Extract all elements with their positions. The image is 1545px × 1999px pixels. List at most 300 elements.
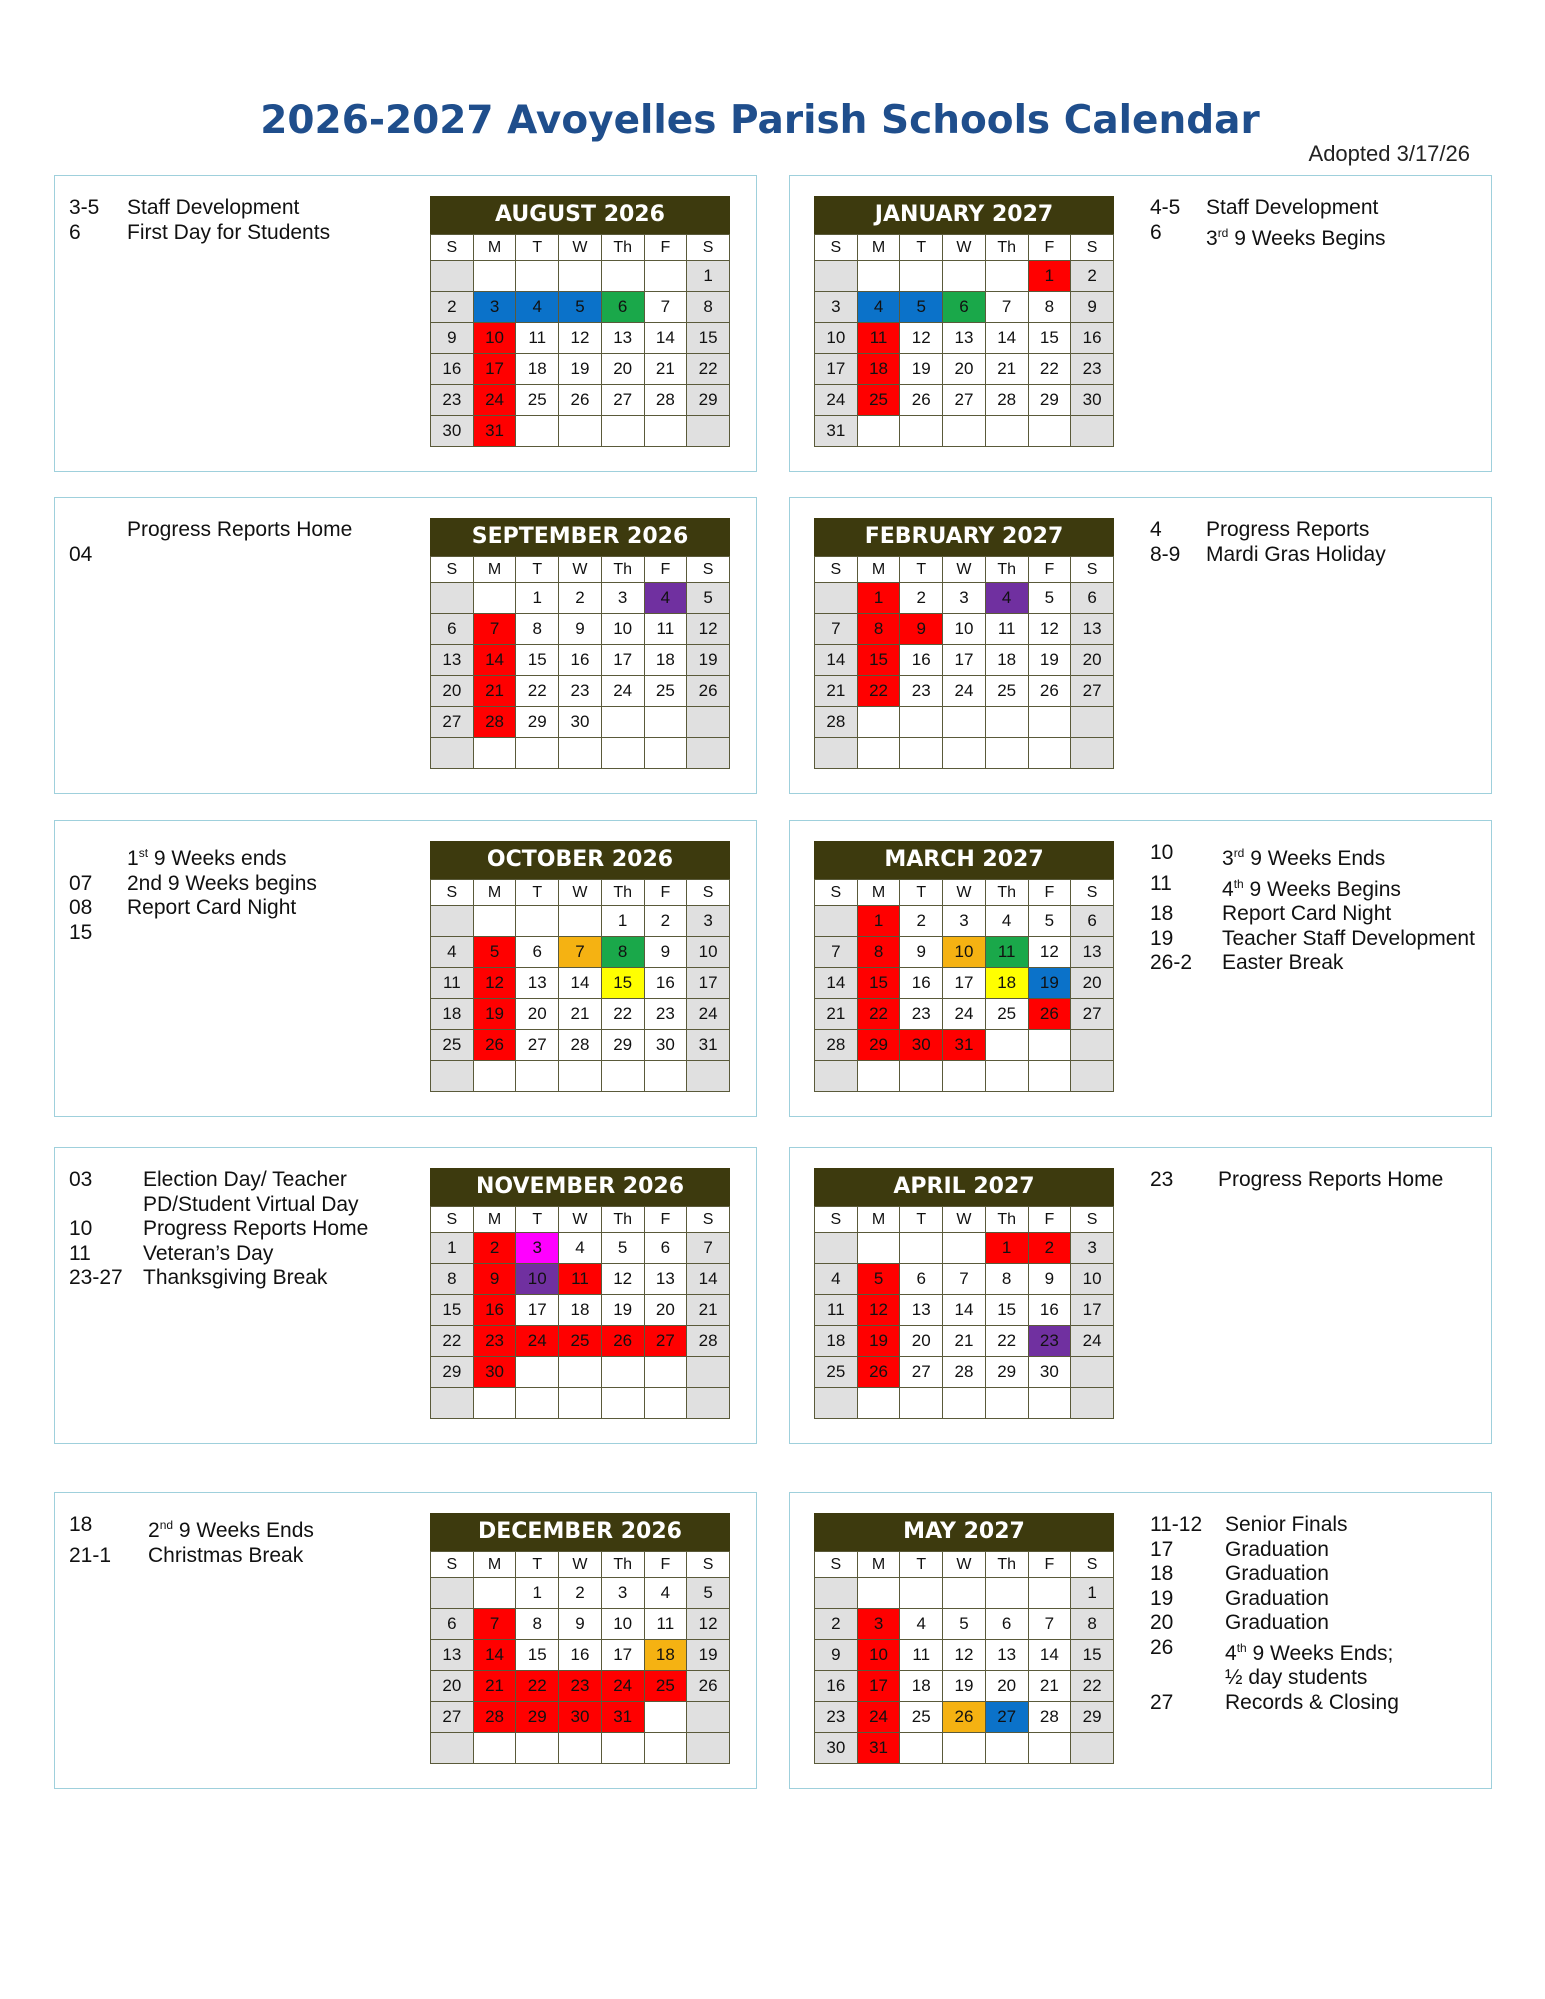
note-date: 23-27 — [69, 1266, 123, 1289]
day-cell: 24 — [1071, 1326, 1114, 1357]
weekday-label: W — [559, 1552, 602, 1578]
day-cell — [559, 1357, 602, 1388]
day-cell: 18 — [815, 1326, 858, 1357]
day-cell — [815, 1388, 858, 1419]
day-cell — [943, 738, 986, 769]
day-cell: 15 — [687, 323, 730, 354]
day-cell — [559, 1388, 602, 1419]
day-cell — [431, 1061, 474, 1092]
day-cell — [900, 707, 943, 738]
day-cell: 13 — [1071, 614, 1114, 645]
day-cell — [1028, 1578, 1071, 1609]
month-panel — [54, 1147, 757, 1444]
day-cell: 31 — [687, 1030, 730, 1061]
day-cell: 2 — [431, 292, 474, 323]
day-cell: 29 — [1028, 385, 1071, 416]
weekday-label: S — [1071, 235, 1114, 261]
note-text: Thanksgiving Break — [143, 1266, 328, 1289]
day-cell: 7 — [985, 292, 1028, 323]
day-cell: 6 — [431, 1609, 474, 1640]
day-cell: 23 — [1071, 354, 1114, 385]
day-cell: 23 — [431, 385, 474, 416]
day-cell: 21 — [985, 354, 1028, 385]
day-cell: 25 — [985, 999, 1028, 1030]
day-cell: 1 — [1071, 1578, 1114, 1609]
day-cell: 29 — [687, 385, 730, 416]
day-cell: 6 — [516, 937, 559, 968]
weekday-label: F — [1028, 235, 1071, 261]
day-cell — [857, 1388, 900, 1419]
note-row — [69, 196, 330, 221]
weekday-label: M — [857, 880, 900, 906]
day-cell: 14 — [943, 1295, 986, 1326]
day-cell: 3 — [1071, 1233, 1114, 1264]
weekday-label: S — [431, 557, 474, 583]
day-cell — [857, 738, 900, 769]
note-text: PD/Student Virtual Day — [143, 1192, 359, 1216]
weekday-label: T — [900, 557, 943, 583]
day-cell: 8 — [516, 614, 559, 645]
weekday-label: M — [473, 557, 516, 583]
day-cell — [473, 261, 516, 292]
month-notes — [69, 196, 330, 245]
day-cell: 19 — [687, 645, 730, 676]
day-cell — [516, 1388, 559, 1419]
day-cell: 28 — [815, 707, 858, 738]
note-date: 20 — [1150, 1611, 1174, 1634]
weekday-label: Th — [601, 1552, 644, 1578]
day-cell — [601, 738, 644, 769]
day-cell — [900, 1733, 943, 1764]
day-cell — [687, 707, 730, 738]
day-cell: 14 — [985, 323, 1028, 354]
weekday-label: S — [431, 1552, 474, 1578]
day-cell: 1 — [516, 1578, 559, 1609]
day-cell: 3 — [601, 583, 644, 614]
note-date: 08 — [69, 896, 93, 919]
day-cell: 22 — [431, 1326, 474, 1357]
day-cell: 26 — [687, 1671, 730, 1702]
day-cell: 16 — [815, 1671, 858, 1702]
day-cell: 12 — [687, 1609, 730, 1640]
note-text: Teacher Staff Development — [1222, 926, 1475, 950]
note-row — [1150, 841, 1475, 872]
day-cell: 11 — [857, 323, 900, 354]
note-text: Records & Closing — [1225, 1690, 1399, 1714]
day-cell: 10 — [943, 614, 986, 645]
day-cell: 5 — [601, 1233, 644, 1264]
day-cell: 3 — [601, 1578, 644, 1609]
note-row — [69, 872, 317, 897]
day-cell: 6 — [1071, 906, 1114, 937]
day-cell — [473, 1061, 516, 1092]
day-cell: 7 — [473, 1609, 516, 1640]
day-cell — [815, 738, 858, 769]
month-header: OCTOBER 2026 — [430, 841, 730, 879]
day-cell: 22 — [985, 1326, 1028, 1357]
day-cell — [687, 738, 730, 769]
day-cell: 12 — [559, 323, 602, 354]
day-cell — [815, 1578, 858, 1609]
note-row — [69, 1544, 314, 1569]
day-cell: 25 — [431, 1030, 474, 1061]
day-cell: 13 — [431, 1640, 474, 1671]
day-cell — [900, 1578, 943, 1609]
weekday-label: F — [1028, 880, 1071, 906]
day-cell — [943, 1733, 986, 1764]
day-cell — [559, 261, 602, 292]
day-cell — [943, 1578, 986, 1609]
weekday-label: M — [473, 1207, 516, 1233]
month-notes — [1150, 518, 1386, 567]
day-cell — [516, 261, 559, 292]
day-cell: 10 — [687, 937, 730, 968]
weekday-label: S — [687, 235, 730, 261]
note-text: Progress Reports Home — [143, 1217, 369, 1240]
month-header: NOVEMBER 2026 — [430, 1168, 730, 1206]
day-cell: 12 — [900, 323, 943, 354]
day-cell: 22 — [1028, 354, 1071, 385]
day-cell: 6 — [644, 1233, 687, 1264]
day-cell: 28 — [815, 1030, 858, 1061]
day-cell — [943, 261, 986, 292]
note-date: 10 — [1150, 841, 1174, 864]
day-cell: 5 — [559, 292, 602, 323]
weekday-label: W — [943, 1552, 986, 1578]
weekday-label: M — [857, 557, 900, 583]
day-cell: 5 — [857, 1264, 900, 1295]
day-cell: 22 — [857, 999, 900, 1030]
day-cell — [644, 416, 687, 447]
day-cell — [687, 1061, 730, 1092]
day-cell: 22 — [857, 676, 900, 707]
note-date: 17 — [1150, 1537, 1174, 1561]
day-cell: 4 — [559, 1233, 602, 1264]
day-cell: 21 — [559, 999, 602, 1030]
day-cell: 15 — [431, 1295, 474, 1326]
day-cell: 17 — [943, 645, 986, 676]
day-cell — [687, 1388, 730, 1419]
note-date: 15 — [69, 920, 93, 944]
day-cell: 15 — [857, 645, 900, 676]
day-cell — [857, 1061, 900, 1092]
month-calendar — [430, 841, 730, 1092]
day-cell: 7 — [687, 1233, 730, 1264]
month-header: DECEMBER 2026 — [430, 1513, 730, 1551]
day-cell: 21 — [687, 1295, 730, 1326]
day-cell: 11 — [815, 1295, 858, 1326]
day-cell: 12 — [943, 1640, 986, 1671]
day-cell — [644, 261, 687, 292]
day-cell: 14 — [473, 1640, 516, 1671]
adopted-date: Adopted 3/17/26 — [1308, 141, 1470, 166]
day-cell: 16 — [1028, 1295, 1071, 1326]
day-cell — [431, 583, 474, 614]
day-cell: 13 — [985, 1640, 1028, 1671]
day-cell: 17 — [815, 354, 858, 385]
month-panel — [789, 1147, 1492, 1444]
day-cell: 11 — [644, 1609, 687, 1640]
day-cell — [1071, 1733, 1114, 1764]
day-cell — [857, 1233, 900, 1264]
note-date: 19 — [1150, 926, 1174, 950]
note-date: 6 — [1150, 220, 1162, 244]
day-cell: 19 — [473, 999, 516, 1030]
month-notes — [1150, 841, 1475, 976]
day-cell: 17 — [943, 968, 986, 999]
day-cell — [1071, 1030, 1114, 1061]
day-cell — [431, 1578, 474, 1609]
weekday-label: S — [687, 557, 730, 583]
day-cell: 14 — [559, 968, 602, 999]
weekday-label: S — [1071, 1552, 1114, 1578]
weekday-label: S — [1071, 880, 1114, 906]
day-cell: 25 — [644, 676, 687, 707]
day-cell — [559, 906, 602, 937]
day-cell — [601, 1357, 644, 1388]
day-cell — [687, 1733, 730, 1764]
weekday-label: S — [815, 1207, 858, 1233]
day-cell: 9 — [559, 614, 602, 645]
note-date: 18 — [1150, 902, 1174, 925]
day-cell — [644, 1357, 687, 1388]
weekday-label: M — [473, 235, 516, 261]
note-row — [1150, 1513, 1399, 1538]
day-cell: 8 — [1071, 1609, 1114, 1640]
day-cell — [431, 906, 474, 937]
weekday-label: S — [815, 235, 858, 261]
day-cell: 28 — [687, 1326, 730, 1357]
day-cell: 2 — [559, 583, 602, 614]
day-cell: 8 — [857, 937, 900, 968]
note-text: Mardi Gras Holiday — [1206, 542, 1386, 566]
day-cell: 26 — [1028, 676, 1071, 707]
day-cell: 24 — [473, 385, 516, 416]
day-cell — [473, 1733, 516, 1764]
day-cell: 26 — [857, 1357, 900, 1388]
day-cell: 25 — [559, 1326, 602, 1357]
day-cell: 4 — [900, 1609, 943, 1640]
day-cell: 20 — [1071, 968, 1114, 999]
day-cell: 2 — [815, 1609, 858, 1640]
day-cell: 16 — [1071, 323, 1114, 354]
note-text: Progress Reports Home — [1218, 1168, 1444, 1191]
day-cell: 7 — [473, 614, 516, 645]
day-cell — [985, 261, 1028, 292]
day-cell: 20 — [985, 1671, 1028, 1702]
month-calendar — [430, 518, 730, 769]
day-cell: 12 — [1028, 937, 1071, 968]
day-cell: 21 — [815, 676, 858, 707]
day-cell: 5 — [473, 937, 516, 968]
day-cell: 23 — [473, 1326, 516, 1357]
day-cell: 11 — [900, 1640, 943, 1671]
day-cell: 4 — [431, 937, 474, 968]
note-date: 26-2 — [1150, 951, 1193, 974]
note-row — [1150, 1666, 1399, 1691]
note-date: 18 — [69, 1513, 93, 1536]
weekday-label: S — [1071, 557, 1114, 583]
note-text: Progress Reports Home — [127, 518, 353, 541]
day-cell — [985, 416, 1028, 447]
day-cell: 3 — [473, 292, 516, 323]
note-text: 2nd 9 Weeks begins — [127, 871, 317, 895]
weekday-label: T — [900, 880, 943, 906]
note-date — [69, 518, 127, 543]
weekday-label: Th — [601, 1207, 644, 1233]
day-cell: 6 — [985, 1609, 1028, 1640]
day-cell: 20 — [431, 1671, 474, 1702]
note-text: First Day for Students — [127, 220, 331, 244]
day-cell: 27 — [900, 1357, 943, 1388]
month-notes — [69, 1168, 368, 1291]
day-cell: 27 — [1071, 999, 1114, 1030]
note-date — [69, 1193, 143, 1218]
day-cell — [900, 416, 943, 447]
note-text: Report Card Night — [1222, 902, 1392, 925]
month-notes — [69, 841, 317, 945]
day-cell: 21 — [473, 1671, 516, 1702]
note-row — [69, 1513, 314, 1544]
day-cell: 10 — [857, 1640, 900, 1671]
day-cell — [473, 738, 516, 769]
note-text: 4th 9 Weeks Ends; — [1225, 1640, 1394, 1665]
day-cell — [1028, 707, 1071, 738]
day-cell: 26 — [687, 676, 730, 707]
weekday-label: S — [1071, 1207, 1114, 1233]
day-cell: 1 — [431, 1233, 474, 1264]
day-cell — [601, 261, 644, 292]
day-cell: 12 — [473, 968, 516, 999]
day-cell: 20 — [1071, 645, 1114, 676]
day-cell: 9 — [1028, 1264, 1071, 1295]
weekday-label: F — [644, 1552, 687, 1578]
day-cell: 5 — [687, 1578, 730, 1609]
day-cell — [1028, 416, 1071, 447]
day-cell: 29 — [985, 1357, 1028, 1388]
note-row — [69, 1266, 368, 1291]
day-cell: 27 — [516, 1030, 559, 1061]
day-cell — [900, 1233, 943, 1264]
month-notes — [69, 518, 352, 567]
day-cell: 15 — [857, 968, 900, 999]
day-cell: 10 — [601, 614, 644, 645]
day-cell: 13 — [943, 323, 986, 354]
note-row — [69, 518, 352, 543]
note-row — [1150, 1562, 1399, 1587]
note-date: 11 — [69, 1241, 91, 1265]
day-cell: 4 — [516, 292, 559, 323]
day-cell — [985, 1061, 1028, 1092]
day-cell — [431, 738, 474, 769]
day-cell — [516, 738, 559, 769]
day-cell: 25 — [815, 1357, 858, 1388]
day-cell: 22 — [516, 1671, 559, 1702]
day-cell: 28 — [1028, 1702, 1071, 1733]
note-date: 11 — [1150, 871, 1172, 895]
month-calendar — [430, 1168, 730, 1419]
month-header: MARCH 2027 — [814, 841, 1114, 879]
day-cell — [601, 1388, 644, 1419]
weekday-label: W — [559, 235, 602, 261]
note-row — [1150, 196, 1386, 221]
day-cell: 13 — [516, 968, 559, 999]
day-cell: 27 — [601, 385, 644, 416]
day-cell: 3 — [943, 583, 986, 614]
day-cell: 17 — [473, 354, 516, 385]
day-cell: 14 — [687, 1264, 730, 1295]
day-cell: 18 — [644, 645, 687, 676]
day-cell: 20 — [900, 1326, 943, 1357]
day-cell: 25 — [516, 385, 559, 416]
note-text: 4th 9 Weeks Begins — [1222, 876, 1401, 901]
weekday-label: M — [857, 1207, 900, 1233]
day-cell: 23 — [559, 1671, 602, 1702]
day-cell: 14 — [473, 645, 516, 676]
note-row — [1150, 902, 1475, 927]
day-cell — [644, 738, 687, 769]
note-date: 10 — [69, 1217, 93, 1240]
day-cell: 15 — [1071, 1640, 1114, 1671]
weekday-label: T — [900, 235, 943, 261]
note-text: Easter Break — [1222, 951, 1344, 974]
month-header: MAY 2027 — [814, 1513, 1114, 1551]
weekday-label: S — [687, 1552, 730, 1578]
day-cell — [687, 416, 730, 447]
day-cell — [1028, 1030, 1071, 1061]
day-cell: 2 — [559, 1578, 602, 1609]
day-cell: 11 — [644, 614, 687, 645]
day-cell: 16 — [559, 645, 602, 676]
day-cell: 18 — [644, 1640, 687, 1671]
day-cell: 28 — [644, 385, 687, 416]
day-cell: 13 — [644, 1264, 687, 1295]
day-cell: 30 — [559, 1702, 602, 1733]
day-cell — [900, 738, 943, 769]
day-cell: 1 — [687, 261, 730, 292]
day-cell: 11 — [431, 968, 474, 999]
day-cell: 19 — [1028, 645, 1071, 676]
day-cell: 3 — [857, 1609, 900, 1640]
note-date: 4 — [1150, 518, 1162, 541]
month-calendar — [814, 1513, 1114, 1764]
day-cell — [857, 1578, 900, 1609]
day-cell: 26 — [943, 1702, 986, 1733]
day-cell — [900, 1388, 943, 1419]
day-cell: 24 — [516, 1326, 559, 1357]
day-cell — [601, 707, 644, 738]
day-cell: 2 — [473, 1233, 516, 1264]
weekday-label: T — [516, 1207, 559, 1233]
day-cell: 5 — [687, 583, 730, 614]
day-cell: 2 — [900, 583, 943, 614]
month-notes — [1150, 1168, 1443, 1193]
day-cell: 12 — [1028, 614, 1071, 645]
note-date — [69, 841, 127, 872]
day-cell — [516, 416, 559, 447]
note-text: Veteran’s Day — [143, 1241, 274, 1265]
day-cell: 24 — [601, 676, 644, 707]
day-cell: 9 — [900, 937, 943, 968]
month-calendar — [814, 196, 1114, 447]
day-cell: 9 — [815, 1640, 858, 1671]
day-cell: 1 — [857, 583, 900, 614]
day-cell: 2 — [644, 906, 687, 937]
note-row — [69, 221, 330, 246]
day-cell — [1071, 707, 1114, 738]
day-cell: 24 — [943, 999, 986, 1030]
day-cell — [815, 1233, 858, 1264]
